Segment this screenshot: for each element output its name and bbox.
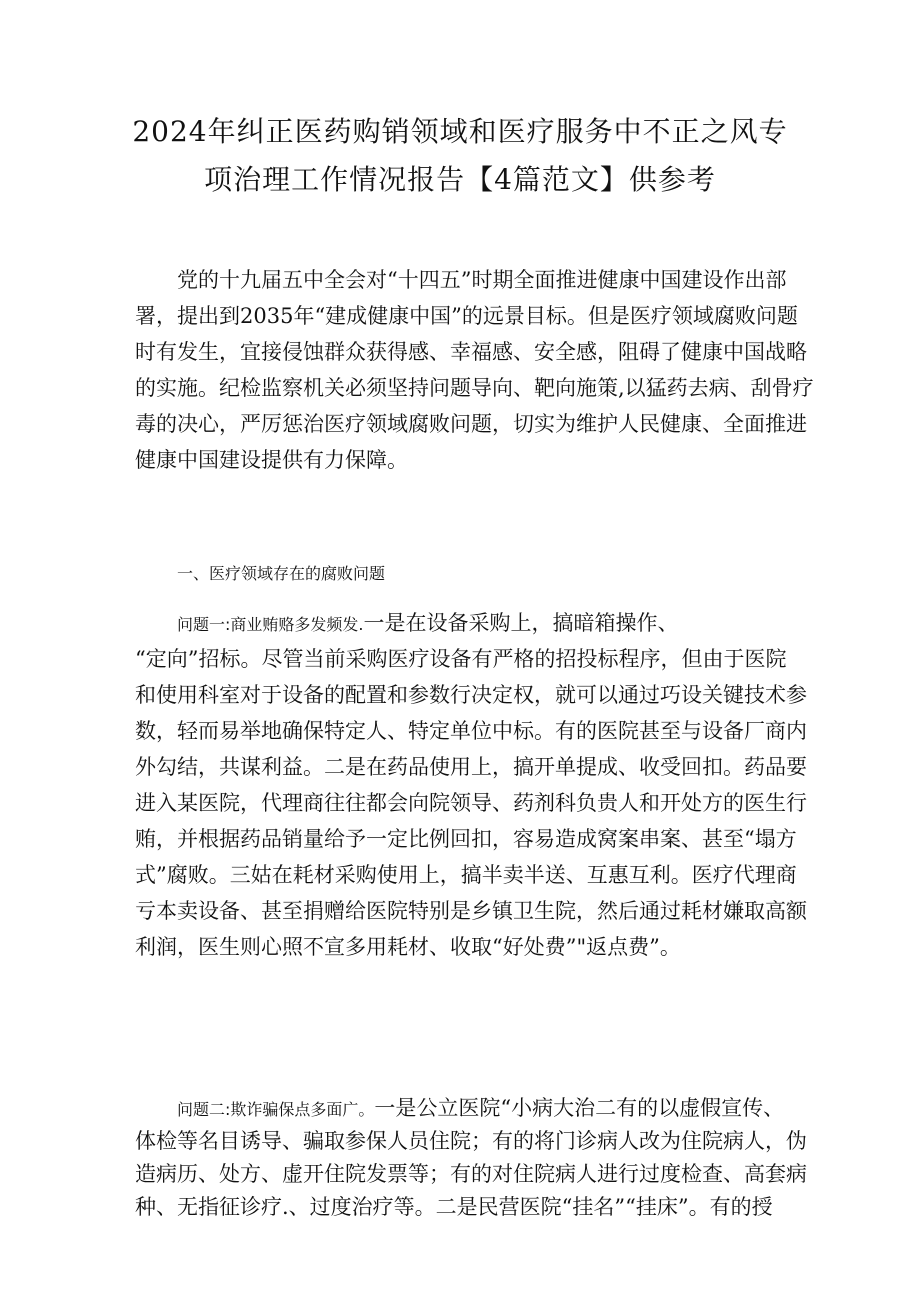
problem1-line: 进入某医院，代理商往往都会向院领导、药剂科负贵人和开处方的医生行 xyxy=(135,791,807,815)
problem2-line: 造病历、处方、虚开住院发票等；有的对住院病人进行过度检查、高套病 xyxy=(135,1162,807,1186)
problem1-line: 一是在设备采购上，搞暗箱操作、 xyxy=(363,611,679,635)
problem2-label: 问题二:欺诈骗保点多面广。 xyxy=(177,1100,375,1119)
intro-line: 的实施。纪检监察机关必须坚持问题导向、靶向施策,以猛药去病、刮骨疗 xyxy=(135,376,814,400)
problem2-line: 体检等名目诱导、骗取参保人员住院；有的将门诊病人改为住院病人，伪 xyxy=(135,1129,807,1153)
problem1-line: 数，轻而易举地确保特定人、特定单位中标。有的医院甚至与设备厂商内 xyxy=(135,719,807,743)
problem2-line: 种、无指征诊疗.、过度治疗等。二是民营医院“挂名”“挂床”。有的授 xyxy=(135,1195,773,1219)
problem1-line: “定向”招标。尽管当前采购医疗设备有严格的招投标程序，但由于医院 xyxy=(135,647,787,671)
intro-paragraph xyxy=(135,262,814,478)
problem2-paragraph xyxy=(135,1092,807,1224)
problem1-first-line xyxy=(135,605,787,641)
problem1-line: 和使用科室对于设备的配置和参数行决定权，就可以通过巧设关键技术参 xyxy=(135,683,807,707)
problem1-line: 贿，并根据药品销量给予一定比例回扣，容易造成窝案串案、甚至“塌方 xyxy=(135,827,797,851)
intro-line: 毒的决心，严厉惩治医疗领域腐败问题，切实为维护人民健康、全面推进 xyxy=(135,412,807,436)
document-title-line-2: 项治理工作情况报告【4篇范文】供参考 xyxy=(204,163,716,196)
intro-line: 健康中国建设提供有力保障。 xyxy=(135,448,408,472)
section-heading: 一、医疗领域存在的腐败问题 xyxy=(177,564,386,583)
problem2-first-line xyxy=(135,1092,787,1125)
intro-line: 党的十九届五中全会对“十四五”时期全面推进健康中国建设作出部 xyxy=(177,268,787,292)
problem1-label: 问题一:商业贿赂多发频发. xyxy=(177,615,364,634)
document-title-line-1: 2024年纠正医药购销领域和医疗服务中不正之风专 xyxy=(132,115,788,148)
intro-line: 时有发生，宜接侵蚀群众获得感、幸福感、安全感，阻碍了健康中国战略 xyxy=(135,340,807,364)
intro-line: 署，提出到2035年“建成健康中国”的远景目标。但是医疗领域腐败问题 xyxy=(135,304,798,328)
problem1-line: 利润，医生则心照不宣多用耗材、收取“好处费”"返点费”。 xyxy=(135,935,681,959)
problem1-line: 式”腐败。三姑在耗材采购使用上，搞半卖半送、互惠互利。医疗代理商 xyxy=(135,863,797,887)
problem2-line: 一是公立医院“小病大治二有的以虚假宣传、 xyxy=(374,1096,785,1120)
problem1-paragraph xyxy=(135,605,807,965)
problem1-line: 外勾结，共谋利益。二是在药品使用上，搞开单提成、收受回扣。药品要 xyxy=(135,755,807,779)
problem1-line: 亏本卖设备、甚至捐赠给医院特别是乡镇卫生院，然后通过耗材嫌取高额 xyxy=(135,899,807,923)
